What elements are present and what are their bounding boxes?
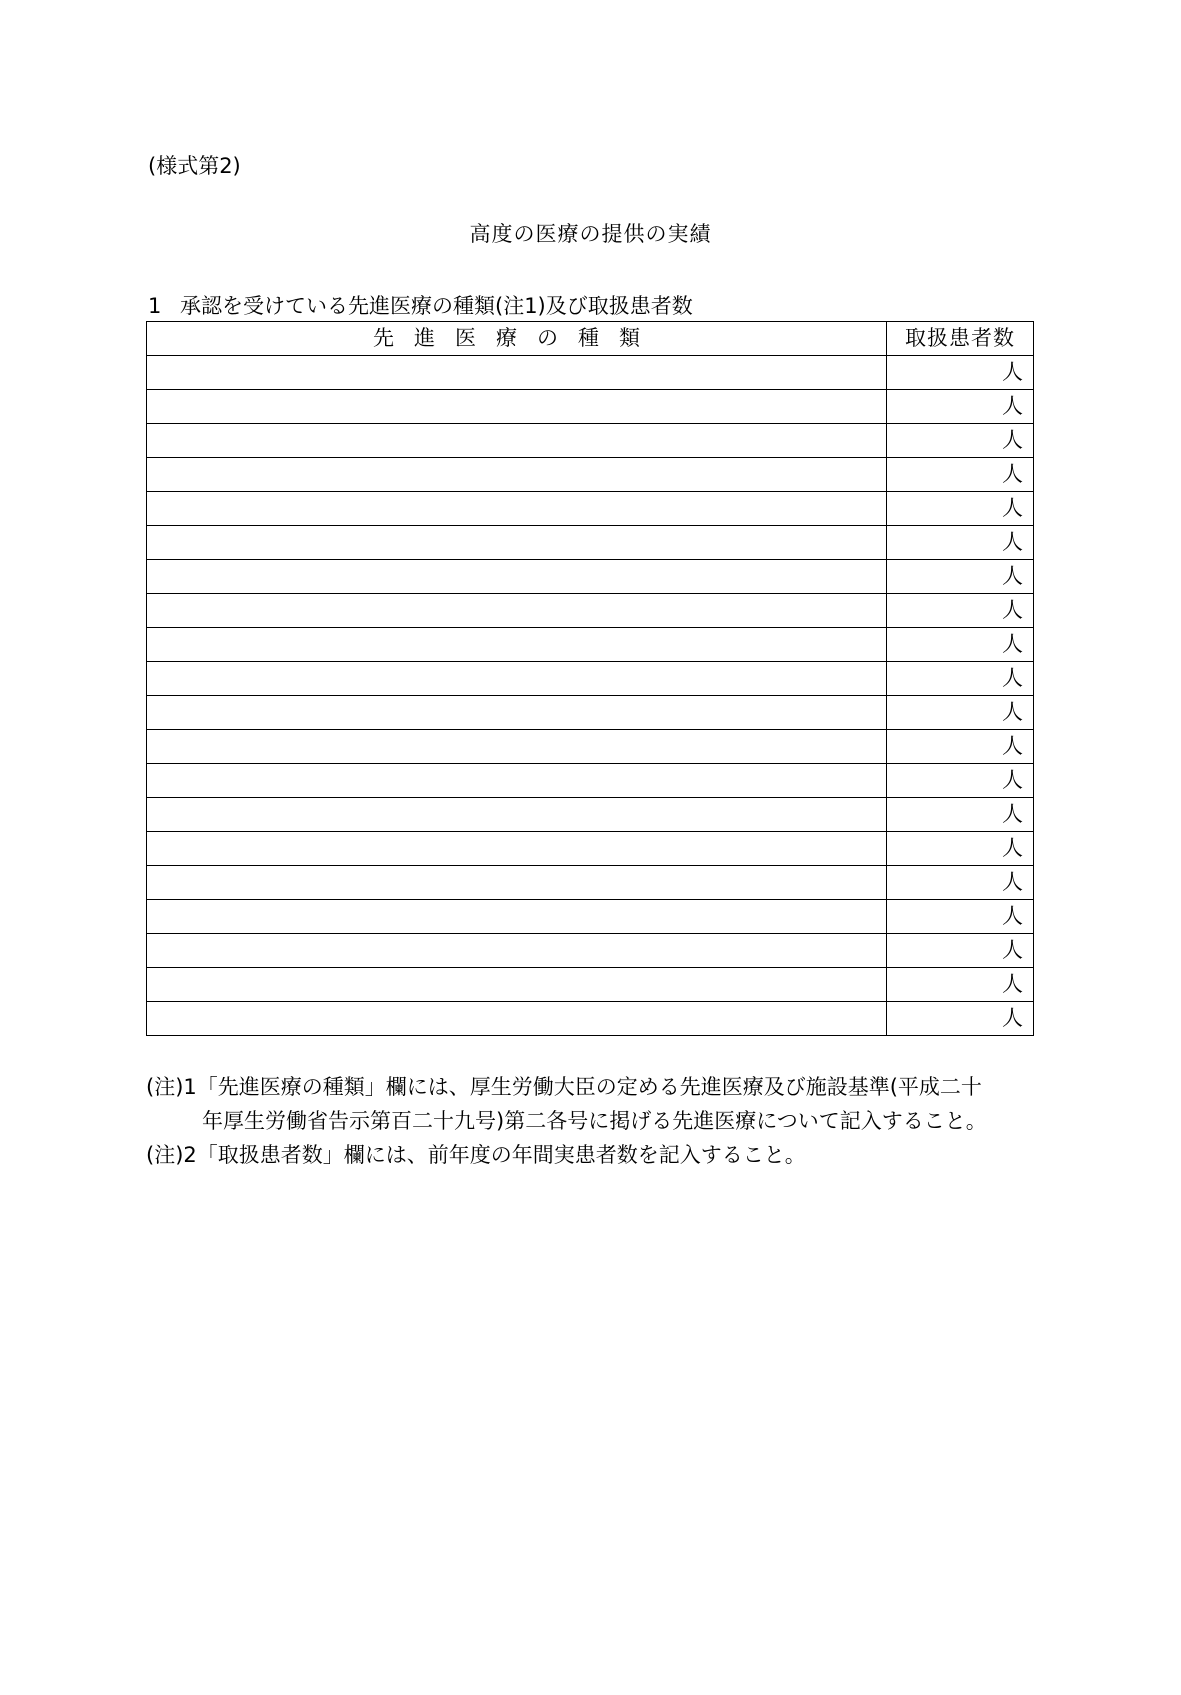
- document-title: 高度の医療の提供の実績: [469, 222, 712, 246]
- cell-medical-care-type[interactable]: [147, 560, 887, 594]
- cell-medical-care-type[interactable]: [147, 526, 887, 560]
- table-row: [147, 526, 1034, 560]
- patient-count-unit: 人: [1002, 530, 1023, 554]
- cell-medical-care-type[interactable]: [147, 1002, 887, 1036]
- cell-medical-care-type[interactable]: [147, 900, 887, 934]
- patient-count-unit: 人: [1002, 394, 1023, 418]
- patient-count-unit: 人: [1002, 870, 1023, 894]
- cell-medical-care-type[interactable]: [147, 730, 887, 764]
- patient-count-unit: 人: [1002, 938, 1023, 962]
- table-header-row: [147, 322, 1034, 356]
- cell-patient-count[interactable]: [887, 832, 1034, 866]
- cell-patient-count[interactable]: [887, 764, 1034, 798]
- table-row: [147, 458, 1034, 492]
- patient-count-unit: 人: [1002, 598, 1023, 622]
- patient-count-unit: 人: [1002, 972, 1023, 996]
- table-row: [147, 662, 1034, 696]
- cell-medical-care-type[interactable]: [147, 594, 887, 628]
- cell-patient-count[interactable]: [887, 968, 1034, 1002]
- cell-medical-care-type[interactable]: [147, 798, 887, 832]
- table-row: [147, 390, 1034, 424]
- cell-patient-count[interactable]: [887, 424, 1034, 458]
- patient-count-unit: 人: [1002, 666, 1023, 690]
- table-row: [147, 798, 1034, 832]
- cell-medical-care-type[interactable]: [147, 458, 887, 492]
- table-row: [147, 356, 1034, 390]
- table-row: [147, 1002, 1034, 1036]
- cell-medical-care-type[interactable]: [147, 662, 887, 696]
- cell-patient-count[interactable]: [887, 526, 1034, 560]
- cell-patient-count[interactable]: [887, 662, 1034, 696]
- cell-medical-care-type[interactable]: [147, 424, 887, 458]
- table-row: [147, 730, 1034, 764]
- patient-count-unit: 人: [1002, 836, 1023, 860]
- patient-count-unit: 人: [1002, 496, 1023, 520]
- patient-count-unit: 人: [1002, 462, 1023, 486]
- advanced-medical-care-table: [146, 321, 1034, 1036]
- form-number: (様式第2): [148, 154, 241, 178]
- header-patient-count: 取扱患者数: [887, 322, 1034, 356]
- patient-count-unit: 人: [1002, 1006, 1023, 1030]
- cell-patient-count[interactable]: [887, 594, 1034, 628]
- table-row: [147, 424, 1034, 458]
- cell-patient-count[interactable]: [887, 934, 1034, 968]
- table-row: [147, 900, 1034, 934]
- section-heading-text: 承認を受けている先進医療の種類(注1)及び取扱患者数: [180, 294, 693, 318]
- cell-medical-care-type[interactable]: [147, 968, 887, 1002]
- note-2-line-1: (注)2「取扱患者数」欄には、前年度の年間実患者数を記入すること。: [146, 1143, 806, 1167]
- header-medical-care-type: 先進医療の種類: [147, 322, 887, 356]
- notes: [146, 1070, 1046, 1172]
- cell-medical-care-type[interactable]: [147, 832, 887, 866]
- cell-patient-count[interactable]: [887, 356, 1034, 390]
- cell-patient-count[interactable]: [887, 866, 1034, 900]
- cell-medical-care-type[interactable]: [147, 696, 887, 730]
- patient-count-unit: 人: [1002, 734, 1023, 758]
- patient-count-unit: 人: [1002, 428, 1023, 452]
- table-row: [147, 628, 1034, 662]
- cell-medical-care-type[interactable]: [147, 356, 887, 390]
- table-row: [147, 934, 1034, 968]
- cell-patient-count[interactable]: [887, 730, 1034, 764]
- cell-patient-count[interactable]: [887, 798, 1034, 832]
- table-row: [147, 866, 1034, 900]
- cell-patient-count[interactable]: [887, 492, 1034, 526]
- note-1-line-1: (注)1「先進医療の種類」欄には、厚生労働大臣の定める先進医療及び施設基準(平成二十: [146, 1075, 982, 1099]
- cell-patient-count[interactable]: [887, 900, 1034, 934]
- table-row: [147, 832, 1034, 866]
- section-number: 1: [148, 294, 162, 318]
- cell-patient-count[interactable]: [887, 628, 1034, 662]
- table-body: [147, 356, 1034, 1036]
- table-row: [147, 594, 1034, 628]
- cell-medical-care-type[interactable]: [147, 866, 887, 900]
- patient-count-unit: 人: [1002, 564, 1023, 588]
- cell-patient-count[interactable]: [887, 560, 1034, 594]
- table-row: [147, 968, 1034, 1002]
- patient-count-unit: 人: [1002, 802, 1023, 826]
- cell-medical-care-type[interactable]: [147, 492, 887, 526]
- cell-medical-care-type[interactable]: [147, 628, 887, 662]
- patient-count-unit: 人: [1002, 632, 1023, 656]
- patient-count-unit: 人: [1002, 700, 1023, 724]
- patient-count-unit: 人: [1002, 360, 1023, 384]
- cell-medical-care-type[interactable]: [147, 764, 887, 798]
- patient-count-unit: 人: [1002, 768, 1023, 792]
- table-row: [147, 764, 1034, 798]
- cell-patient-count[interactable]: [887, 696, 1034, 730]
- cell-medical-care-type[interactable]: [147, 390, 887, 424]
- cell-patient-count[interactable]: [887, 390, 1034, 424]
- section-heading: [148, 292, 693, 320]
- table-row: [147, 696, 1034, 730]
- cell-patient-count[interactable]: [887, 1002, 1034, 1036]
- cell-medical-care-type[interactable]: [147, 934, 887, 968]
- patient-count-unit: 人: [1002, 904, 1023, 928]
- cell-patient-count[interactable]: [887, 458, 1034, 492]
- note-1-line-2: 年厚生労働省告示第百二十九号)第二各号に掲げる先進医療について記入すること。: [202, 1109, 987, 1133]
- table-row: [147, 560, 1034, 594]
- table-row: [147, 492, 1034, 526]
